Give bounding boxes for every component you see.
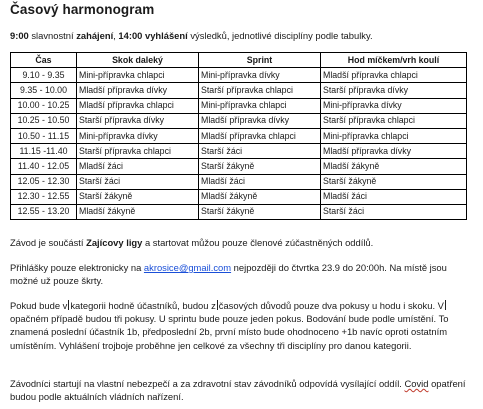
cell-long-jump: Starší žákyně bbox=[77, 189, 199, 204]
text-cursor-mark bbox=[217, 300, 218, 310]
table-row bbox=[11, 113, 467, 128]
table-row bbox=[11, 128, 467, 143]
rules-text: časových důvodů pouze dva pokusy u hodu i skoku. V bbox=[218, 300, 444, 311]
cell-sprint: Starší žákyně bbox=[199, 204, 321, 219]
intro-text: slavnostní bbox=[28, 30, 77, 41]
cell-throw: Starší přípravka dívky bbox=[321, 83, 467, 98]
cell-throw: Mladší žáci bbox=[321, 189, 467, 204]
disclaimer-text: Závodníci startují na vlastní nebezpečí a za zdravotní stav závodníků odpovídá vysílající oddíl. bbox=[10, 378, 405, 389]
cell-throw: Starší přípravka chlapci bbox=[321, 113, 467, 128]
intro-start-time: 9:00 bbox=[10, 30, 29, 41]
cell-long-jump: Starší přípravka dívky bbox=[77, 113, 199, 128]
registration-paragraph bbox=[10, 261, 470, 287]
rules-paragraph bbox=[10, 299, 470, 352]
rules-text: Pokud bude v bbox=[10, 300, 68, 311]
cell-long-jump: Starší přípravka chlapci bbox=[77, 144, 199, 159]
cell-long-jump: Mladší žáci bbox=[77, 159, 199, 174]
cell-long-jump: Mladší přípravka chlapci bbox=[77, 98, 199, 113]
email-link[interactable]: akrosice@gmail.com bbox=[143, 262, 232, 273]
cell-time: 12.55 - 13.20 bbox=[11, 204, 77, 219]
cell-time: 11.15 -11.40 bbox=[11, 144, 77, 159]
table-row bbox=[11, 68, 467, 83]
cell-long-jump: Mladší žákyně bbox=[77, 204, 199, 219]
cell-sprint: Mini-přípravka dívky bbox=[199, 68, 321, 83]
league-text: a startovat můžou pouze členové zúčastněných oddílů. bbox=[142, 237, 374, 248]
league-text: Závod je součástí bbox=[10, 237, 87, 248]
league-name: Zajícovy ligy bbox=[86, 237, 143, 248]
header-throw: Hod míčkem/vrh koulí bbox=[321, 53, 467, 68]
registration-text: Přihlášky pouze elektronicky na bbox=[10, 262, 144, 273]
intro-text: výsledků, jednotlivé disciplíny podle tabulky. bbox=[187, 30, 373, 41]
cell-time: 10.50 - 11.15 bbox=[11, 128, 77, 143]
table-row bbox=[11, 98, 467, 113]
cell-sprint: Mini-přípravka chlapci bbox=[199, 98, 321, 113]
table-row bbox=[11, 189, 467, 204]
league-paragraph bbox=[10, 236, 470, 249]
cell-throw: Mini-přípravka chlapci bbox=[321, 128, 467, 143]
cell-sprint: Starší přípravka chlapci bbox=[199, 83, 321, 98]
disclaimer-paragraph bbox=[10, 377, 470, 403]
cell-time: 11.40 - 12.05 bbox=[11, 159, 77, 174]
text-cursor-mark bbox=[445, 300, 446, 310]
cell-sprint: Mladší přípravka dívky bbox=[199, 113, 321, 128]
registration-text: nejpozději do čtvrtka 23.9 do 20:00h. Na místě jsou možné už pouze škrty. bbox=[10, 262, 447, 287]
table-row bbox=[11, 174, 467, 189]
intro-opening: zahájení bbox=[76, 30, 114, 41]
table-row bbox=[11, 159, 467, 174]
disclaimer-text: opatření budou podle aktuálních vládních nařízení. bbox=[10, 378, 466, 403]
cell-throw: Starší žáci bbox=[321, 204, 467, 219]
cell-time: 10.25 - 10.50 bbox=[11, 113, 77, 128]
cell-time: 12.05 - 12.30 bbox=[11, 174, 77, 189]
header-time: Čas bbox=[11, 53, 77, 68]
table-row bbox=[11, 204, 467, 219]
cell-throw: Mladší žákyně bbox=[321, 159, 467, 174]
schedule-body bbox=[11, 68, 467, 220]
cell-sprint: Mladší přípravka chlapci bbox=[199, 128, 321, 143]
cell-throw: Mladší přípravka chlapci bbox=[321, 68, 467, 83]
cell-throw: Starší žákyně bbox=[321, 174, 467, 189]
intro-text: , bbox=[113, 30, 119, 41]
cell-long-jump: Mladší přípravka dívky bbox=[77, 83, 199, 98]
table-row bbox=[11, 144, 467, 159]
schedule-table bbox=[10, 52, 467, 220]
header-long-jump: Skok daleký bbox=[77, 53, 199, 68]
table-row bbox=[11, 83, 467, 98]
table-header-row bbox=[11, 53, 467, 68]
cell-throw: Mladší přípravka dívky bbox=[321, 144, 467, 159]
cell-long-jump: Mini-přípravka dívky bbox=[77, 128, 199, 143]
intro-line bbox=[10, 30, 373, 41]
cell-throw: Mini-přípravka dívky bbox=[321, 98, 467, 113]
cell-sprint: Mladší žákyně bbox=[199, 189, 321, 204]
covid-word: Covid bbox=[404, 378, 429, 389]
cell-long-jump: Mini-přípravka chlapci bbox=[77, 68, 199, 83]
cell-long-jump: Starší žáci bbox=[77, 174, 199, 189]
rules-text: kategorii hodně účastníků, budou z bbox=[70, 300, 216, 311]
cell-time: 9.10 - 9.35 bbox=[11, 68, 77, 83]
cell-time: 10.00 - 10.25 bbox=[11, 98, 77, 113]
cell-time: 12.30 - 12.55 bbox=[11, 189, 77, 204]
cell-sprint: Starší žáci bbox=[199, 144, 321, 159]
cell-sprint: Starší žákyně bbox=[199, 159, 321, 174]
rules-text: opačném případě budou tři pokusy. U sprintu bude pouze jeden pokus. Bodování bude podle umístění. To znamená poslední účastník 1b, předposlední 2b, první místo bude ohodnoceno +1b navíc oproti ostatním umístěním. Vyhlášení trojboje proběhne jen celkové za všechny tři disciplíny pro danou kategorii. bbox=[10, 313, 449, 351]
page-title: Časový harmonogram bbox=[10, 2, 155, 17]
cell-time: 9.35 - 10.00 bbox=[11, 83, 77, 98]
intro-award-time: 14:00 vyhlášení bbox=[118, 30, 188, 41]
cell-sprint: Mladší žáci bbox=[199, 174, 321, 189]
header-sprint: Sprint bbox=[199, 53, 321, 68]
